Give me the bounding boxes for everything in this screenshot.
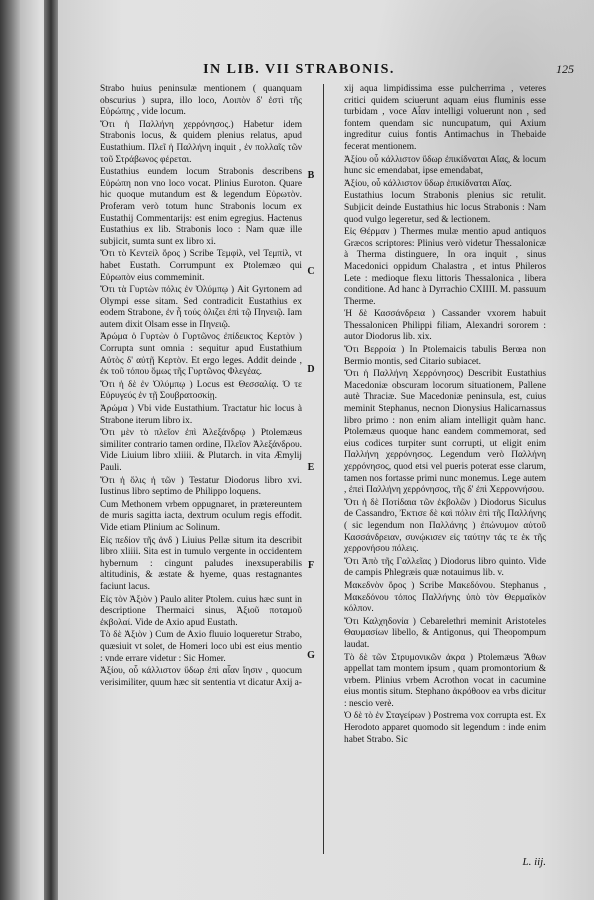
paragraph: Εἰς τὸν Ἀξιὸν ) Paulo aliter Ptolem. cuius hæc sunt in descriptione Thermaici sinus, Ἀξιοῦ ποταμοῦ ἐκβολαί. Vide de Axio apud Eustath. xyxy=(100,594,302,628)
paragraph: Εἰς πεδίον τῆς ἀνδ ) Liuius Pellæ situm ita describit libro xliiii. Sita est in tumulo vergente in occidentem hybernum : cingunt paludes inexsuperabilis altitudinis, & æstate & hyeme, quas restagnantes faciunt lacus. xyxy=(100,535,302,592)
column-rule xyxy=(323,84,324,854)
margin-letter-g: G xyxy=(307,650,315,661)
page-number: 125 xyxy=(556,62,574,76)
paragraph: Τὸ δὲ τῶν Στρυμονικῶν ἀκρα ) Ptolemæus Ἄθων appellat tam montem ipsum , quam promontorium & vrbem. Plinius vrbem Acrothon vocat in cacumine eius montis situm. Stephano ἀκρόθοον ea vrbs dicitur : nescio verè. xyxy=(344,652,546,709)
paragraph: Ὅτι τὸ Κεντείλ ὄρος ) Scribe Τεμφίλ, vel Τεμπίλ, vt habet Eustath. Corrumpunt ex Ptolemæo qui Εὐρωπὸν eius commeminit. xyxy=(100,249,302,283)
paragraph: Ἀρώμα ) Vbi vide Eustathium. Tractatur hic locus à Strabone iterum libro ix. xyxy=(100,404,302,426)
paragraph: Ἀξίου οὗ κάλλιστον ὕδωρ ἐπικίδναται Αἴας, & locum hunc sic emendabat, ipse emendabat, xyxy=(344,154,546,177)
margin-letter-e: E xyxy=(307,462,315,473)
running-head: IN LIB. VII STRABONIS. xyxy=(203,62,395,77)
paragraph: Ὅτι ἡ δὲ Ποτίδαια τῶν ἐκβολῶν ) Diodorus Siculus de Cassandro, Ἐκτισε δὲ καὶ πόλιν ἐπὶ τῆς Παλλήνης ( sic legendum non Παλλάνης ) ἐπώνυμον αὐτοῦ Κασσάνδρειαν, συνῴκισεν εἰς ταύτην τάς τε ἐκ τῆς χερρονήσου πόλεις. xyxy=(344,497,546,555)
paragraph: Ὁ δὲ τὸ ἐν Σταγείρων ) Postrema vox corrupta est. Ex Herodoto apparet quomodo sit legendum : inde enim habet Strabo. Sic xyxy=(344,711,546,745)
margin-letter-c: C xyxy=(307,266,315,277)
paragraph: Εἰς Θέρμαν ) Thermes mulæ mentio apud antiquos Græcos scriptores: Plinius verò videtur Thessalonicæ à Therma distinguere, In ora inquit , sinus Macedonici oppidum Chalastra , et intus Phileros Lete : medioque flexu littoris Thessalonica , libera conditione. Ad hanc à Dyrrachio CXIIII. M. passuum Therme. xyxy=(344,227,546,307)
left-dark-edge xyxy=(0,0,20,900)
paragraph: Ὅτι τὰ Γυρτὼν πόλις ἐν Ὀλύμπῳ ) Ait Gyrtonem ad Olympi esse sitam. Sed contradicit Eustathius ex eodem Strabone, ἐν ἧ τούς ὁλιζει ἐπὶ τῷ Πηνειῷ. Iam autem dixit Olsam esse in Πηνειῷ. xyxy=(100,285,302,330)
book-page xyxy=(58,0,594,900)
paragraph: Eustathius locum Strabonis plenius sic retulit. Subjicit deinde Eustathius hic locus Strabonis : Nam quod vulgo legeretur, sed & lectionem. xyxy=(344,191,546,225)
paragraph: Ὅτι ἡ Παλλήνη Χερρόνησος) Describit Eustathius Macedoniæ obscuram locorum situationem, Pallene autè Thraciæ. Sue Macedoniæ peninsula, est, cuius meminit Stephanus, necnon Dionysius Halicarnassus libro primo : non enim aliam intelligit quàm hanc. Ptolemæus quoque hanc eandem commemorat, sed eius codices turpiter sunt corrupti, ut eligit enim Παλλήνη χερρόνησος. Legendum verò Παλλήνη χερρόνησος, quod etsi vel pueris poterat esse clarum, tamen nos fortasse primi nunc monemus. Lege autem , ἐπεὶ Παλλήνη χερρόνησος, τῆς δ' ἐπὶ Χερροννήσου. xyxy=(344,369,546,496)
margin-letter-f: F xyxy=(307,560,315,571)
signature-mark: L. iij. xyxy=(522,856,546,868)
left-column xyxy=(100,84,302,854)
paragraph: Ὅτι μὲν τὸ πλεῖον ἐπὶ Ἀλεξάνδρῳ ) Ptolemæus similiter contrario tamen ordine, Πλεῖον Ἀλεξάνδρου. Vide Liuium libro xliiii. & Plutarch. in vita Æmylij Pauli. xyxy=(100,428,302,473)
book-gutter xyxy=(44,0,58,900)
paragraph: Strabo huius peninsulæ mentionem ( quanquam obscurius ) supra, illo loco, Λοιπὸν δ' ἐστὶ τῆς Εὐρώπης , vide locum. xyxy=(100,84,302,118)
paragraph: Μακεδνὸν ὄρος ) Scribe Μακεδόνου. Stephanus , Μακεδόνου τόπος Παλλήνης ὑπὸ τὸν Θερμαϊκὸν κόλπον. xyxy=(344,580,546,615)
paragraph: Ὅτι ἡ ὅλις ἡ τῶν ) Testatur Diodorus libro xvi. Iustinus libro septimo de Philippo loquens. xyxy=(100,475,302,498)
page-header xyxy=(58,62,594,82)
margin-letter-b: B xyxy=(307,170,315,181)
margin-letter-d: D xyxy=(307,364,315,375)
paragraph: Ὅτι Καλχηδονία ) Cebarelethri meminit Aristoteles Θαυμασίων libello, & Antigonus, qui Theopompum laudat. xyxy=(344,616,546,650)
paragraph: Ὅτι ἡ Παλλήνη χερρόνησος.) Habetur idem Strabonis locus, & quidem plenius relatus, apud Eustathium. Πλεῖ ἡ Παλλήνη inquit , ἐν πολλαῖς τῶν τοῦ Στράβωνος φέρεται. xyxy=(100,119,302,165)
paragraph: Ὅτι ἡ δὲ ἐν Ὀλύμπῳ ) Locus est Θεσσαλίᾳ. Ὁ τε Εὐρυγεύς ἐν τῇ Σουβρατοσκίῃ. xyxy=(100,379,302,402)
paragraph: Τὸ δὲ Ἀξιὸν ) Cum de Axio fluuio loqueretur Strabo, quæsiuit vt solet, de Homeri loco ubi est eius mentio : vnde errare videtur : Sic Homer. xyxy=(100,630,302,664)
paragraph: Ὅτι Ἀπὸ τῆς Γαλλεῖας ) Diodorus libro quinto. Vide de campis Phlegræis quæ notauimus lib. v. xyxy=(344,556,546,579)
paragraph: xij aqua limpidissima esse pulcherrima , veteres critici quidem sciuerunt aquam eius fluminis esse turbidam , voce Αἶαν intelligi voluerunt non , sed fontem quendam sic nuncupatum, qui Axium ingreditur cuius fontis Antimachus in Thebaide fecerat mentionem. xyxy=(344,84,546,152)
paragraph: Ἀρώμα ὁ Γυρτὼν ὁ Γυρτῶνος ἐπίδεικτος Κερτὸν ) Corrupta sunt omnia : sequitur apud Eustathium Αὐτὸς δ' αὐτῇ Κερτὸν. Et ergo leges. Addit deinde , ἐκ τοῦ τόπου ὅμως τῆς Γυρτῶνος Φλεγέας. xyxy=(100,332,302,378)
right-column xyxy=(344,84,546,854)
paragraph: Ἀξίου, οὗ κάλλιστον ὕδωρ ἐπὶ αἶαν ἵησιν , quocum verisimiliter, quum hæc sit sententia vt dicatur Axij a- xyxy=(100,666,302,688)
paragraph: Eustathius eundem locum Strabonis describens Εὐρώπη non vno loco vocat. Plinius Euroton. Quare hic quoque mutandum est & legendum Εὐρωτὸν. Proferam verò totum hunc Strabonis locum ex Eustathij Commentarijs: est enim egregius. Hactenus Eustathius ex lib. Strabonis loco : Nam quæ ille subjicit, sumta sunt ex libro xi. xyxy=(100,167,302,247)
paragraph: Ἀξίου, οὗ κάλλιστον ὕδωρ ἐπικίδναται Αἴας. xyxy=(344,178,512,189)
paragraph: Ἡ δὲ Κασσάνδρεια ) Cassander vxorem habuit Thessalonicen Philippi filiam, Alexandri sororem : autor Diodorus lib. xix. xyxy=(344,309,546,343)
paragraph: Cum Methonem vrbem oppugnaret, in prætereuntem de muris sagitta iacta, dextrum oculum regis effodit. Vide etiam Plinium ac Solinum. xyxy=(100,499,302,533)
paragraph: Ὅτι Βερροία ) In Ptolemaicis tabulis Berœa non Bermio montis, sed Citario subiacet. xyxy=(344,345,546,367)
